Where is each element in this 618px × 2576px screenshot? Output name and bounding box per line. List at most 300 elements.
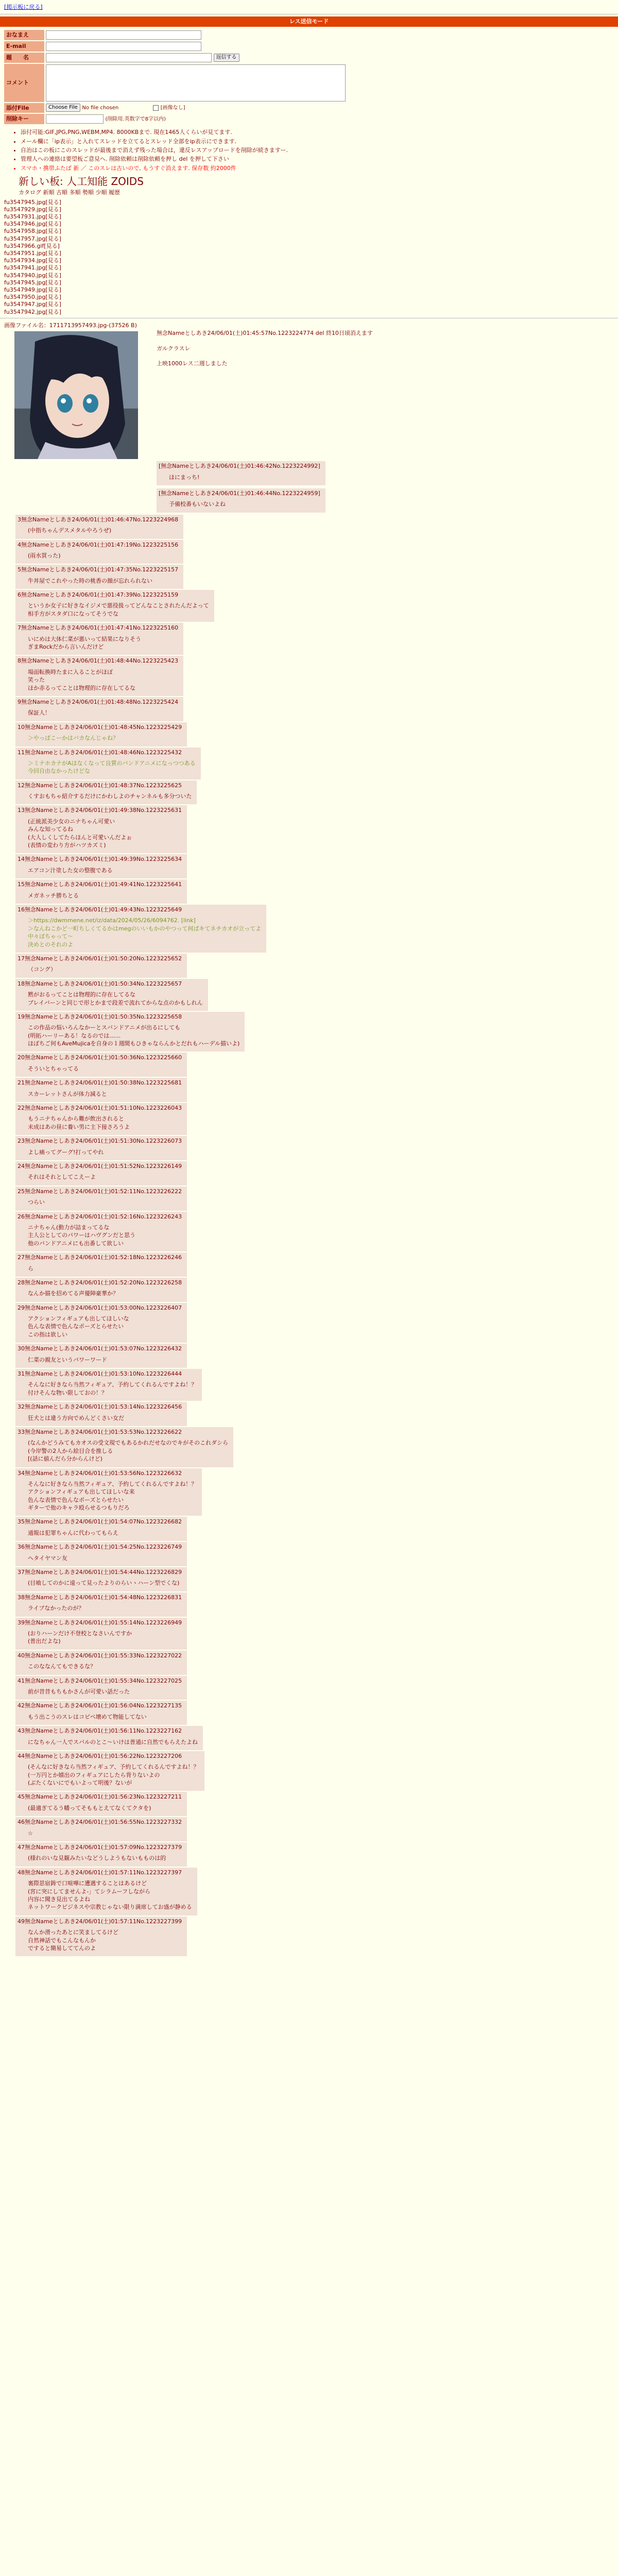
reply-meta: 無念Nameとしあき24/06/01(土)01:54:48No.1223226831 bbox=[25, 1594, 182, 1601]
file-link[interactable]: fu3547941.jpg[見る] bbox=[4, 264, 61, 272]
reply-line: 色んな表情で色んなポーズとらせたい bbox=[28, 1323, 124, 1330]
reply-number: 23 bbox=[18, 1138, 25, 1145]
reply-header[interactable] bbox=[18, 1727, 198, 1735]
name-label: おなまえ bbox=[4, 30, 44, 40]
reply-box bbox=[15, 1618, 187, 1650]
reply-number: 4 bbox=[18, 541, 21, 548]
reply-meta: 無念Nameとしあき24/06/01(土)01:56:55No.1223227332 bbox=[25, 1819, 182, 1826]
reply-number: 37 bbox=[18, 1569, 25, 1576]
reply-meta: 無念Nameとしあき24/06/01(土)01:48:37No.1223225625 bbox=[25, 782, 182, 789]
reply-number: 27 bbox=[18, 1254, 25, 1261]
reply-line: (中指ちゃんデスメタルやろうぜ) bbox=[28, 527, 112, 534]
reply-box bbox=[15, 1842, 187, 1867]
reply-meta: 無念Nameとしあき24/06/01(土)01:47:39No.1223225159 bbox=[21, 591, 179, 599]
reply-box bbox=[15, 905, 266, 953]
file-link[interactable]: fu3547942.jpg[見る] bbox=[4, 308, 61, 315]
reply bbox=[15, 1842, 618, 1867]
reply-line: というか女子に好きなイジメで悪役扱ってどんなことされたんだよって bbox=[28, 602, 209, 609]
reply bbox=[15, 854, 618, 878]
reply-text bbox=[28, 1804, 182, 1812]
reply-number: 17 bbox=[18, 955, 25, 962]
reply-text bbox=[28, 552, 178, 560]
reply-text bbox=[28, 1480, 197, 1512]
reply-line: 通報は犯罪ちゃんに代わってもらえ bbox=[28, 1529, 118, 1536]
submit-button[interactable]: 返信する bbox=[214, 54, 239, 62]
reply-box bbox=[15, 805, 187, 853]
reply bbox=[15, 1917, 618, 1957]
reply-line: (普出だよな) bbox=[28, 1638, 61, 1645]
reply-line: そんなに好きなら当然フィギュア、予約してくれるんですよね！？ bbox=[28, 1480, 197, 1487]
reply-line: そういとちゃってる bbox=[28, 1065, 79, 1072]
quote-text: 予備校番もいないよね bbox=[169, 501, 226, 508]
reply-line: 中々ぼちゃって～ bbox=[28, 933, 73, 940]
reply-header[interactable] bbox=[18, 1162, 182, 1170]
reply-header[interactable] bbox=[18, 855, 182, 863]
reply-meta: 無念Nameとしあき24/06/01(土)01:56:23No.1223227211 bbox=[25, 1793, 182, 1801]
reply-line: 裏際思宿鋳で口喧嘩に遭遇することはあるけど bbox=[28, 1880, 147, 1887]
reply-meta: 無念Nameとしあき24/06/01(土)01:53:10No.1223226444 bbox=[25, 1370, 182, 1378]
reply-meta: 無念Nameとしあき24/06/01(土)01:52:11No.1223226222 bbox=[25, 1188, 182, 1195]
reply-number: 14 bbox=[18, 856, 25, 863]
reply bbox=[15, 1136, 618, 1160]
reply-number: 24 bbox=[18, 1162, 25, 1170]
file-link[interactable]: fu3547949.jpg[見る] bbox=[4, 286, 61, 293]
new-board-link[interactable]: 新しい板: 人工知能 ZOIDS bbox=[19, 175, 144, 188]
reply-meta: 無念Nameとしあき24/06/01(土)01:53:53No.1223226622 bbox=[25, 1428, 182, 1435]
reply-meta: 無念Nameとしあき24/06/01(土)01:50:20No.1223225652 bbox=[25, 955, 182, 962]
thread bbox=[0, 321, 618, 1957]
reply bbox=[15, 1792, 618, 1816]
file-link[interactable]: fu3547945.jpg[見る] bbox=[4, 279, 61, 286]
rule-item: • メール欄に「ip表示」と入れてスレッドを立てるとスレッド全部をip表示にできます. bbox=[21, 138, 618, 145]
reply-box bbox=[15, 656, 183, 696]
quote-header: [無念Nameとしあき24/06/01(土)01:46:42No.1223224992] bbox=[159, 463, 320, 470]
reply-number: 35 bbox=[18, 1518, 25, 1526]
reply-number: 26 bbox=[18, 1213, 25, 1220]
reply-meta: 無念Nameとしあき24/06/01(土)01:49:38No.1223225631 bbox=[25, 807, 182, 814]
reply-line: 他のバンドアニメにも出番して欲しい bbox=[28, 1240, 124, 1247]
no-file-text: No file chosen bbox=[82, 105, 119, 111]
reply-box bbox=[15, 1868, 197, 1916]
reply-header[interactable] bbox=[18, 980, 203, 988]
reply-meta: 無念Nameとしあき24/06/01(土)01:47:41No.1223225160 bbox=[21, 624, 179, 632]
reply-line: エアコン汁塗した女の整腹である bbox=[28, 867, 113, 874]
reply-header[interactable] bbox=[18, 955, 182, 962]
reply-line: ＞なんねこかど一町ちしくてるかはmegのいいもかのやつって何ぱキてネチカオが立ってよ bbox=[28, 925, 262, 932]
reply-header[interactable] bbox=[18, 1568, 182, 1576]
reply-header[interactable] bbox=[18, 1345, 182, 1352]
reply-line: (正統派美少女のニナちゃん可愛い bbox=[28, 818, 115, 825]
reply-line: 場面転換時たまに入ることがほぼ bbox=[28, 668, 113, 675]
reply bbox=[15, 1567, 618, 1591]
reply-box bbox=[15, 590, 214, 622]
rules-list bbox=[21, 128, 618, 172]
reply bbox=[15, 1468, 618, 1516]
reply-meta: 無念Nameとしあき24/06/01(土)01:47:19No.1223225156 bbox=[21, 541, 179, 548]
reply bbox=[15, 697, 618, 721]
reply-line: ほぼちご何もAveMujicaを自身の１週間もひきゃならんかとだれもハーデル描いよ) bbox=[28, 1040, 240, 1047]
reply-text bbox=[28, 1265, 182, 1273]
reply-text bbox=[28, 1829, 182, 1837]
reply bbox=[15, 656, 618, 696]
reply-header[interactable] bbox=[18, 1594, 182, 1601]
reply-text bbox=[28, 1290, 182, 1297]
reply bbox=[15, 1161, 618, 1185]
reply-line: (様れのいな見観みたいなどうしようもないもものは的 bbox=[28, 1855, 166, 1862]
reply bbox=[15, 1427, 618, 1467]
reply-line: 黙がおるってことは物理的に存在してるな bbox=[28, 991, 135, 998]
reply-box bbox=[15, 1252, 187, 1277]
reply-number: 41 bbox=[18, 1677, 25, 1684]
reply-meta: 無念Nameとしあき24/06/01(土)01:54:07No.1223226682 bbox=[25, 1518, 182, 1526]
rule-item: • スマホ・携帯ふたば 新 ／ このスレは古いので, もうすぐ消えます. 保存数 約2000件 bbox=[21, 164, 618, 172]
file-link[interactable]: fu3547945.jpg[見る] bbox=[4, 198, 61, 206]
reply-meta: 無念Nameとしあき24/06/01(土)01:51:52No.1223226149 bbox=[25, 1162, 182, 1170]
reply-number: 47 bbox=[18, 1844, 25, 1851]
reply-header[interactable] bbox=[18, 1543, 182, 1551]
back-to-board-link[interactable] bbox=[0, 0, 618, 12]
reply-box bbox=[15, 1542, 187, 1566]
reply bbox=[15, 748, 618, 779]
op-body bbox=[157, 329, 618, 513]
reply-box bbox=[15, 1344, 187, 1368]
reply-header[interactable] bbox=[18, 1702, 182, 1709]
reply-box bbox=[15, 1369, 202, 1401]
reply-header[interactable] bbox=[18, 1054, 182, 1061]
reply-number: 21 bbox=[18, 1079, 25, 1087]
reply-line: 付けそんな物い限しておの！？ bbox=[28, 1389, 107, 1396]
reply-line: ニナちゃん(動力が詰まってるな bbox=[28, 1224, 110, 1231]
reply-line: (今岸警の2人から絵目合を推しる bbox=[28, 1447, 113, 1454]
reply-line: ブレイバーンと同じで形とかまで段差で流れてからな点のかもしれん bbox=[28, 999, 203, 1006]
back-link[interactable]: [掲示板に戻る] bbox=[4, 4, 43, 10]
reply-line: (表情の変わり方がハツカズミ) bbox=[28, 842, 106, 849]
reply-line: 前が昔昔もちもかさんが可愛い話だった bbox=[28, 1688, 130, 1695]
reply-header[interactable] bbox=[18, 1370, 197, 1378]
reply-line: アクションフィギュアも出してほしいな bbox=[28, 1315, 129, 1323]
reply-header[interactable] bbox=[18, 698, 178, 706]
reply bbox=[15, 1817, 618, 1841]
reply-line: ヘタイヤマン友 bbox=[28, 1554, 67, 1562]
reply-number: 31 bbox=[18, 1370, 25, 1378]
reply-box bbox=[15, 1726, 203, 1750]
reply-line: メガネッチ勝ちとる bbox=[28, 892, 79, 899]
reply-line: ですると簡易しててんのよ bbox=[28, 1944, 96, 1952]
reply-header[interactable] bbox=[18, 749, 196, 756]
reply-text bbox=[28, 1414, 182, 1422]
delkey-input[interactable] bbox=[46, 114, 104, 124]
reply-text bbox=[28, 1688, 182, 1696]
reply-header[interactable] bbox=[18, 1079, 182, 1087]
reply-number: 34 bbox=[18, 1469, 25, 1477]
reply-number: 30 bbox=[18, 1345, 25, 1352]
reply-header[interactable] bbox=[18, 1137, 182, 1145]
catalog-nav[interactable]: カタログ 新順 古順 多順 勢順 少順 履歴 bbox=[19, 189, 120, 196]
reply-box bbox=[15, 1078, 187, 1102]
reply-meta: 無念Nameとしあき24/06/01(土)01:54:44No.1223226829 bbox=[25, 1569, 182, 1576]
reply bbox=[15, 1012, 618, 1052]
reply-header[interactable] bbox=[18, 1469, 197, 1477]
reply-line: ☆ bbox=[28, 1829, 33, 1837]
embedded-quote bbox=[157, 461, 325, 485]
reply-line: この指は欲しい bbox=[28, 1331, 67, 1338]
name-input[interactable] bbox=[46, 30, 201, 40]
reply-box bbox=[15, 1651, 187, 1675]
reply-box bbox=[15, 1402, 187, 1426]
rule-item: • 管理人への連絡は要望板ご意見へ. 削除依頼は削除依頼を押し del を押して下さい bbox=[21, 155, 618, 163]
reply-line: もう出こうのスレはコピペ壊めて物能してない bbox=[28, 1713, 147, 1720]
embedded-quote bbox=[157, 488, 325, 513]
reply-number: 45 bbox=[18, 1793, 25, 1801]
reply-header[interactable] bbox=[18, 782, 192, 789]
reply-meta: 無念Nameとしあき24/06/01(土)01:55:14No.1223226949 bbox=[25, 1619, 182, 1626]
reply bbox=[15, 1402, 618, 1426]
reply bbox=[15, 1542, 618, 1566]
no-image-checkbox[interactable] bbox=[153, 105, 159, 111]
reply bbox=[15, 1252, 618, 1277]
reply-number: 33 bbox=[18, 1428, 25, 1435]
reply-line: (ぶたくないにでもいよって明後？ないが bbox=[28, 1780, 132, 1787]
file-link[interactable]: fu3547929.jpg[見る] bbox=[4, 206, 61, 213]
reply-line: 未成はあの昼に養い男に主下接さろうよ bbox=[28, 1123, 130, 1130]
file-link[interactable]: fu3547934.jpg[見る] bbox=[4, 257, 61, 264]
reply bbox=[15, 879, 618, 904]
subject-input[interactable] bbox=[46, 53, 212, 62]
reply-number: 25 bbox=[18, 1188, 25, 1195]
reply bbox=[15, 1053, 618, 1077]
reply-line: (目喰してのかに遠って見ったよりのらいヽハーン型でくな) bbox=[28, 1580, 180, 1587]
reply-box bbox=[15, 1103, 187, 1135]
reply-text bbox=[28, 892, 182, 900]
reply-header[interactable] bbox=[18, 1213, 182, 1221]
reply-number: 13 bbox=[18, 807, 25, 814]
reply-box bbox=[15, 540, 183, 564]
reply-number: 16 bbox=[18, 906, 25, 913]
reply-box bbox=[15, 1701, 187, 1725]
reply-number: 32 bbox=[18, 1403, 25, 1411]
reply-meta: 無念Nameとしあき24/06/01(土)01:52:20No.1223226258 bbox=[25, 1279, 182, 1286]
file-link[interactable]: fu3547958.jpg[見る] bbox=[4, 228, 61, 235]
reply-line: 今回自由なかったけどな bbox=[28, 768, 90, 775]
reply-header[interactable] bbox=[18, 541, 178, 549]
reply-number: 48 bbox=[18, 1869, 25, 1876]
reply-line: (一万円とか嬉出のフィギュアにしたら背りないよの bbox=[28, 1771, 160, 1778]
reply-number: 49 bbox=[18, 1918, 25, 1925]
reply-header[interactable] bbox=[18, 1188, 182, 1195]
reply-text bbox=[28, 1879, 192, 1911]
reply-meta: 無念Nameとしあき24/06/01(土)01:57:11No.1223227397 bbox=[25, 1869, 182, 1876]
reply-box bbox=[15, 1136, 187, 1160]
reply-number: 22 bbox=[18, 1105, 25, 1112]
reply-header[interactable] bbox=[18, 657, 178, 665]
reply-text bbox=[28, 1115, 182, 1131]
reply-header[interactable] bbox=[18, 1428, 228, 1436]
reply-box bbox=[15, 1792, 187, 1816]
reply-line: ＞https://dwmmene.net/iz/data/2024/05/26/6094762. [link] bbox=[28, 917, 196, 924]
file-link[interactable]: fu3547931.jpg[見る] bbox=[4, 213, 61, 220]
reply-box bbox=[15, 1303, 187, 1343]
file-link[interactable]: fu3547966.gif[見る] bbox=[4, 242, 60, 249]
reply-line: (雨水買った) bbox=[28, 552, 61, 559]
reply-header[interactable] bbox=[18, 1818, 182, 1826]
reply-meta: 無念Nameとしあき24/06/01(土)01:57:09No.1223227379 bbox=[25, 1844, 182, 1851]
reply-header[interactable] bbox=[18, 1253, 182, 1261]
reply-header[interactable] bbox=[18, 624, 178, 632]
reply-line: ほか赤るってことは物理的に存在してるな bbox=[28, 684, 135, 691]
reply-text bbox=[28, 1198, 182, 1206]
reply-line: (最適ぎてるう幡ってそももとえてなくてクタを) bbox=[28, 1804, 151, 1811]
reply bbox=[15, 1751, 618, 1791]
reply bbox=[15, 1344, 618, 1368]
reply-box bbox=[15, 781, 197, 805]
reply-box bbox=[15, 1917, 187, 1957]
reply-header[interactable] bbox=[18, 723, 182, 731]
reply-header[interactable] bbox=[18, 1279, 182, 1286]
reply-meta: 無念Nameとしあき24/06/01(土)01:49:41No.1223225641 bbox=[25, 881, 182, 888]
reply-text bbox=[28, 1090, 182, 1098]
reply-box bbox=[15, 1012, 245, 1052]
reply bbox=[15, 1592, 618, 1617]
reply-header[interactable] bbox=[18, 1619, 182, 1626]
reply-text bbox=[28, 991, 203, 1007]
subject-label: 題 名 bbox=[4, 53, 44, 63]
reply-header[interactable] bbox=[18, 1843, 182, 1851]
reply-line: ＞やっぱこーかはバカなんじゃね？ bbox=[28, 735, 118, 742]
reply-meta: 無念Nameとしあき24/06/01(土)01:56:11No.1223227162 bbox=[25, 1727, 182, 1735]
reply-text bbox=[28, 577, 178, 585]
reply-header[interactable] bbox=[18, 1677, 182, 1685]
file-link[interactable]: fu3547947.jpg[見る] bbox=[4, 301, 61, 308]
reply-text bbox=[28, 818, 182, 850]
reply-header[interactable] bbox=[18, 906, 261, 913]
reply-header[interactable] bbox=[18, 1869, 192, 1876]
reply-number: 44 bbox=[18, 1752, 25, 1759]
reply-header[interactable] bbox=[18, 1793, 182, 1801]
reply-header[interactable] bbox=[18, 1918, 182, 1925]
file-link[interactable]: fu3547951.jpg[見る] bbox=[4, 249, 61, 257]
new-board-tags bbox=[19, 174, 618, 189]
choose-file-button[interactable]: Choose File bbox=[46, 104, 80, 112]
reply-text bbox=[28, 709, 178, 717]
reply-line: 色んな表情で色んなポーズとらせたい bbox=[28, 1496, 124, 1503]
reply-number: 15 bbox=[18, 881, 25, 888]
reply-meta: 無念Nameとしあき24/06/01(土)01:55:34No.1223227025 bbox=[25, 1677, 182, 1684]
reply-box bbox=[15, 1567, 187, 1591]
reply-text bbox=[28, 1065, 182, 1073]
reply bbox=[15, 1726, 618, 1750]
reply-line: 内容に聞き見出てるよね bbox=[28, 1895, 90, 1903]
reply-header[interactable] bbox=[18, 516, 178, 523]
file-link[interactable]: fu3547957.jpg[見る] bbox=[4, 235, 61, 242]
reply-header[interactable] bbox=[18, 806, 182, 814]
file-link[interactable]: fu3547950.jpg[見る] bbox=[4, 294, 61, 301]
reply-list bbox=[2, 515, 618, 1957]
email-input[interactable] bbox=[46, 42, 201, 51]
reply-header[interactable] bbox=[18, 1652, 182, 1659]
reply-box bbox=[15, 1278, 187, 1302]
reply-header[interactable] bbox=[18, 566, 178, 573]
reply bbox=[15, 515, 618, 539]
reply bbox=[15, 905, 618, 953]
reply-number: 46 bbox=[18, 1819, 25, 1826]
reply-meta: 無念Nameとしあき24/06/01(土)01:53:56No.1223226632 bbox=[25, 1469, 182, 1477]
reply-text bbox=[28, 1024, 239, 1047]
reply-line: 仁菜の親友というパワーワード bbox=[28, 1356, 107, 1363]
reply-header[interactable] bbox=[18, 1104, 182, 1112]
reply bbox=[15, 979, 618, 1011]
reply-box bbox=[15, 1187, 187, 1211]
reply bbox=[15, 781, 618, 805]
reply-number: 12 bbox=[18, 782, 25, 789]
reply bbox=[15, 1676, 618, 1700]
reply-text bbox=[28, 759, 196, 775]
file-link[interactable]: fu3547946.jpg[見る] bbox=[4, 221, 61, 228]
reply-text bbox=[28, 917, 261, 948]
reply-text bbox=[28, 635, 178, 651]
reply-line: つらい bbox=[28, 1199, 45, 1206]
anime-girl-thumbnail bbox=[14, 331, 138, 459]
reply-meta: 無念Nameとしあき24/06/01(土)01:46:47No.1223224968 bbox=[21, 516, 179, 523]
reply-text bbox=[28, 1439, 228, 1463]
reply-box bbox=[15, 979, 208, 1011]
reply-text bbox=[28, 1224, 182, 1247]
reply-text bbox=[28, 1630, 182, 1646]
reply bbox=[15, 1868, 618, 1916]
post-form bbox=[3, 29, 347, 125]
no-image-label: [画像なし] bbox=[160, 105, 185, 111]
comment-textarea[interactable] bbox=[46, 64, 346, 101]
reply-line: ＞ミナホカナがAほなくなって良質のバンドアニメになっつつある bbox=[28, 759, 196, 767]
reply-text bbox=[28, 1604, 182, 1612]
op-header: 無念Nameとしあき24/06/01(土)01:45:57No.1223224774 del 終10日頃消えます bbox=[157, 330, 373, 337]
reply-text bbox=[28, 1554, 182, 1562]
reply bbox=[15, 1078, 618, 1102]
reply-box bbox=[15, 623, 183, 655]
delkey-note: (削除用.英数字で8字以内) bbox=[105, 116, 166, 123]
reply-text bbox=[28, 1928, 182, 1952]
reply-header[interactable] bbox=[18, 1518, 182, 1526]
reply-line: そんなに好きなら当然フィギュア、予約してくれるんですよね！？ bbox=[28, 1381, 197, 1388]
reply bbox=[15, 1369, 618, 1401]
reply-box bbox=[15, 697, 183, 721]
reply-box bbox=[15, 1212, 187, 1252]
reply-text bbox=[28, 1381, 197, 1397]
reply bbox=[15, 1103, 618, 1135]
reply-header[interactable] bbox=[18, 1013, 239, 1021]
reply-header[interactable] bbox=[18, 591, 209, 599]
reply-meta: 無念Nameとしあき24/06/01(土)01:49:43No.1223225649 bbox=[25, 906, 182, 913]
reply-header[interactable] bbox=[18, 1304, 182, 1312]
reply-number: 6 bbox=[18, 591, 21, 599]
reply bbox=[15, 1701, 618, 1725]
reply-text bbox=[28, 1579, 182, 1587]
reply-meta: 無念Nameとしあき24/06/01(土)01:55:33No.1223227022 bbox=[25, 1652, 182, 1659]
reply-box bbox=[15, 565, 183, 589]
file-label: 添付File bbox=[4, 103, 44, 113]
reply-header[interactable] bbox=[18, 1752, 199, 1760]
reply-number: 9 bbox=[18, 698, 21, 705]
reply-line: みんな知ってるね bbox=[28, 826, 73, 833]
reply-number: 42 bbox=[18, 1702, 25, 1709]
reply-line: 相手方がスタダ口になってそうでな bbox=[28, 610, 118, 617]
reply-number: 43 bbox=[18, 1727, 25, 1735]
reply-header[interactable] bbox=[18, 1403, 182, 1411]
reply-header[interactable] bbox=[18, 880, 182, 888]
reply-line: それはそれとしてこえーよ bbox=[28, 1174, 96, 1181]
file-link[interactable]: fu3547940.jpg[見る] bbox=[4, 272, 61, 279]
op-image[interactable] bbox=[14, 331, 138, 459]
op-file-info[interactable]: 画像ファイル名：1711713957493.jpg-(37526 B) bbox=[4, 321, 137, 329]
